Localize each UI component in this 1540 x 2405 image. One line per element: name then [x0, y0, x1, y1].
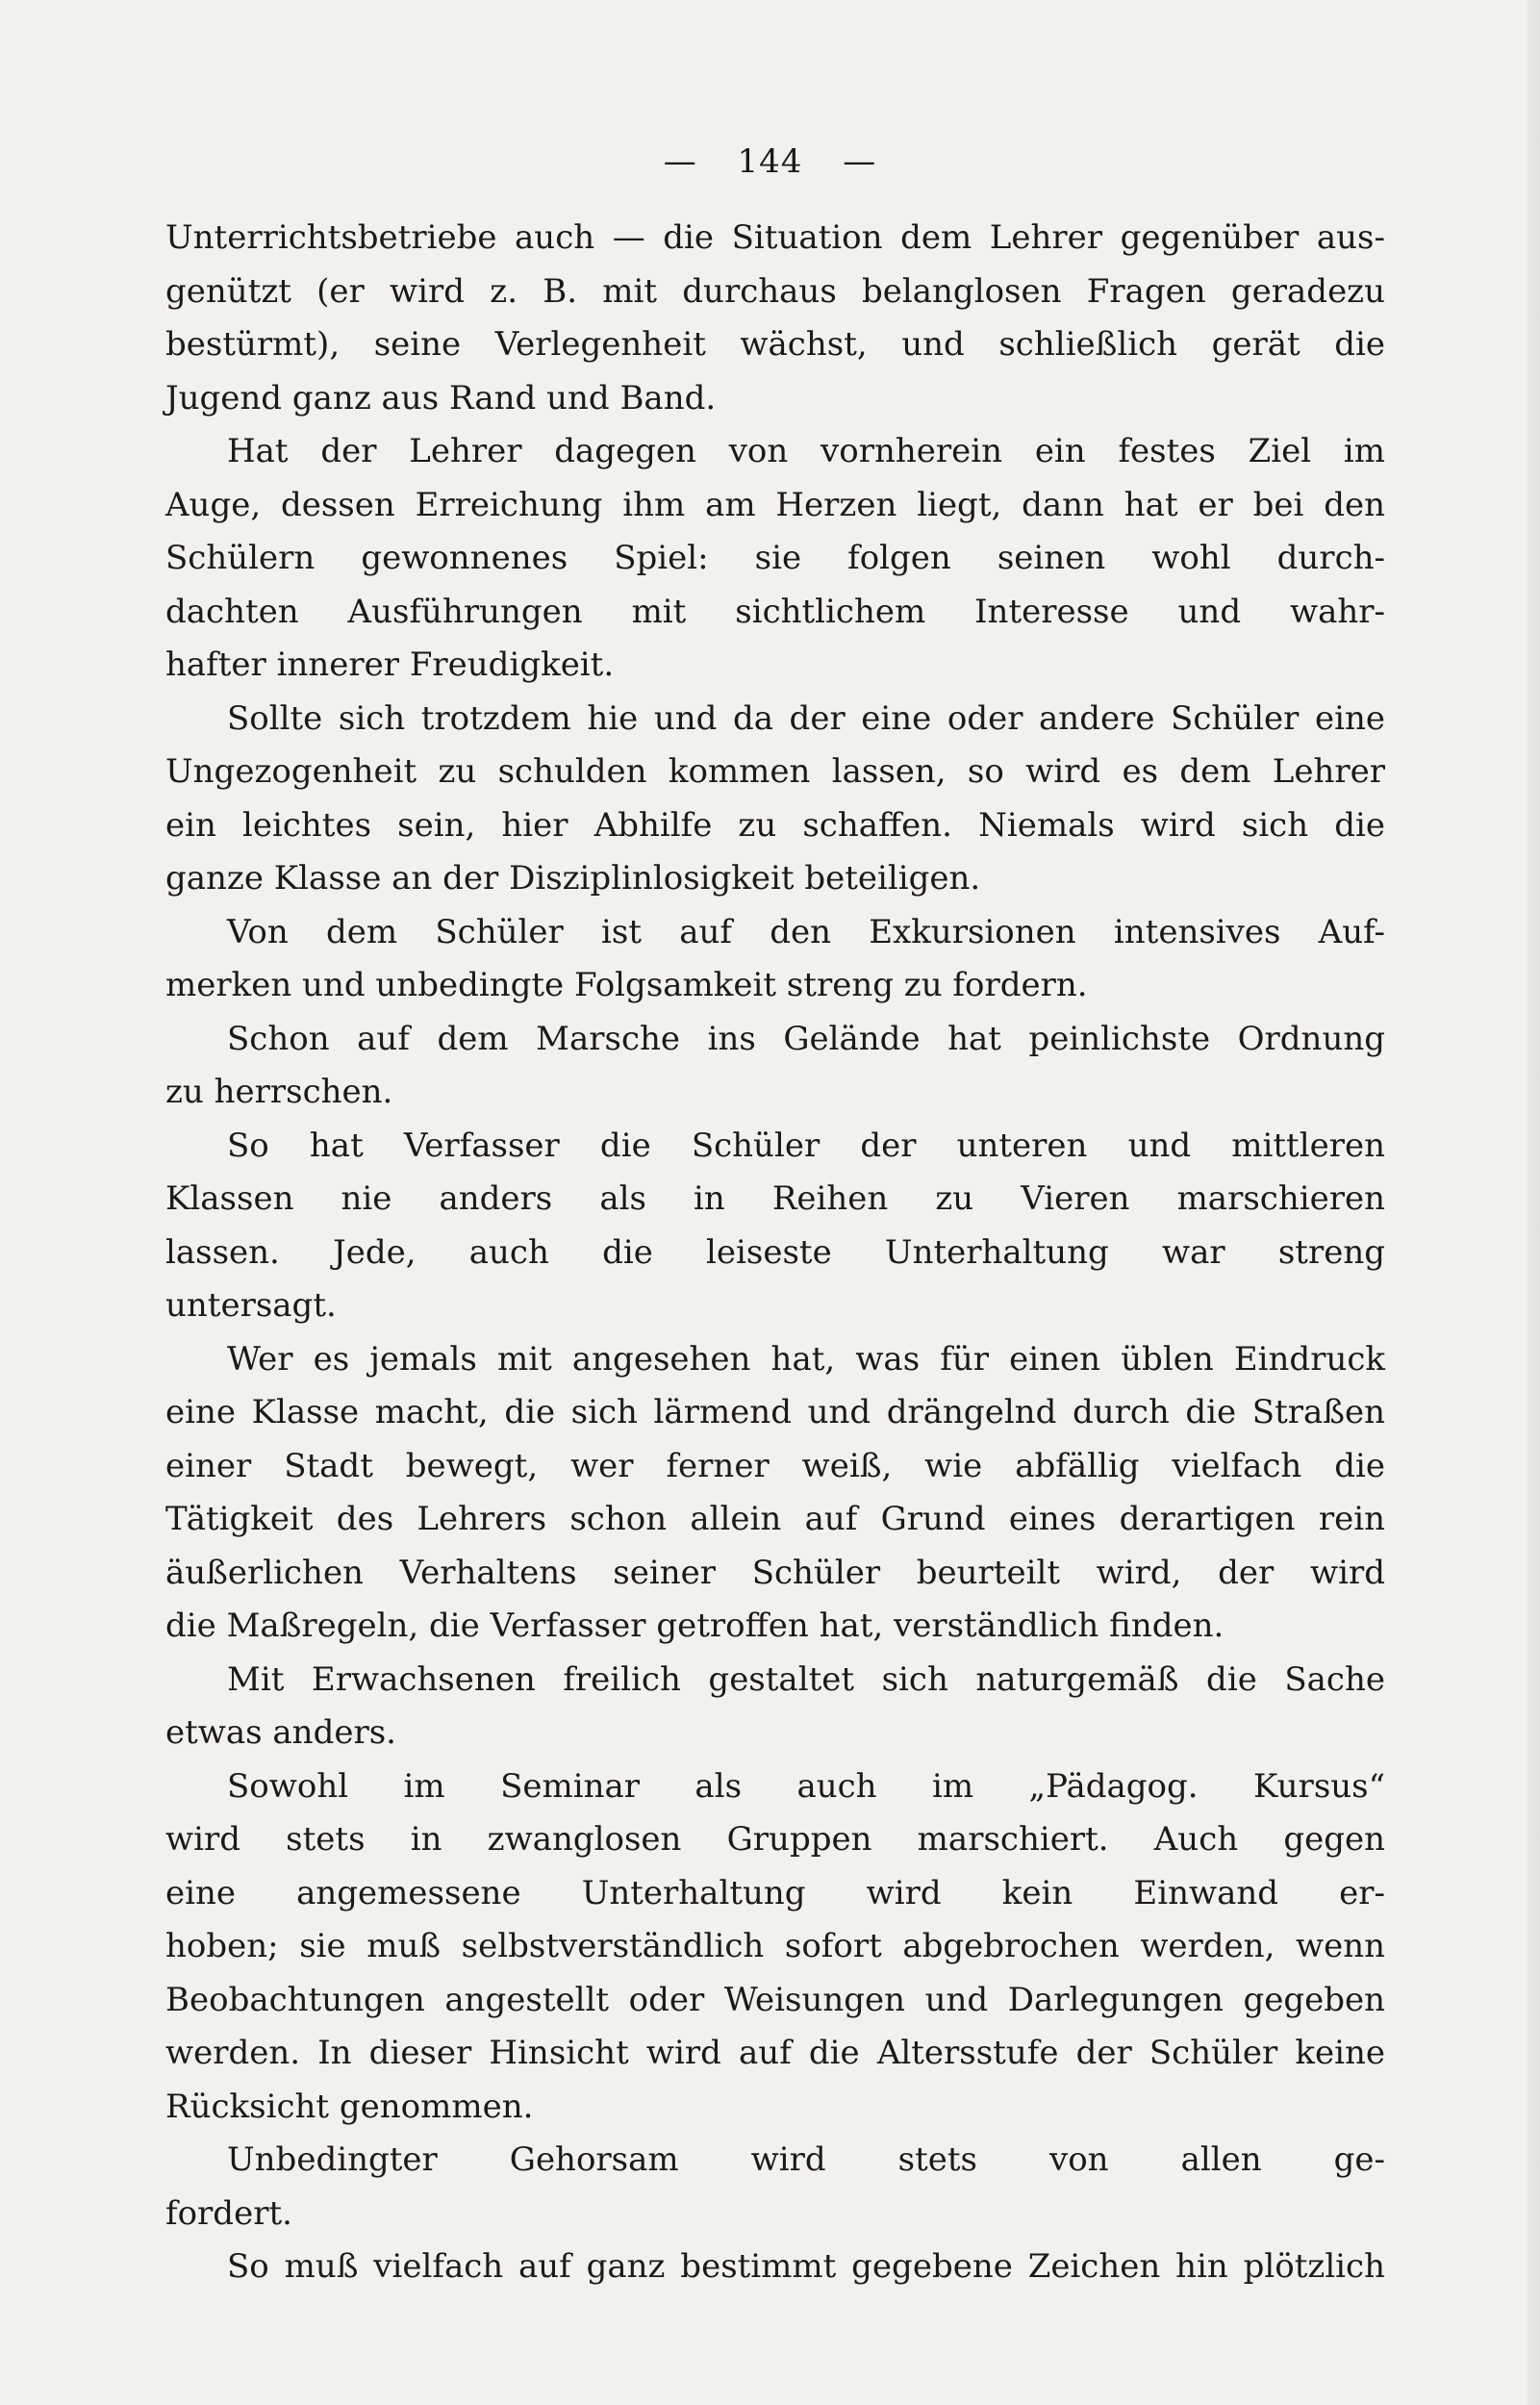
text-line: Auge, dessen Erreichung ihm am Herzen liegt, dann hat er bei den [165, 485, 1385, 524]
text-line: Von dem Schüler ist auf den Exkursionen intensives Auf- [227, 912, 1385, 951]
text-line: So hat Verfasser die Schüler der unteren und mittleren [227, 1126, 1385, 1165]
text-line: Beobachtungen angestellt oder Weisungen und Darlegungen gegeben [165, 1980, 1385, 2019]
page-number: 144 [737, 142, 803, 181]
text-line: etwas anders. [165, 1713, 396, 1752]
text-line: untersagt. [165, 1286, 337, 1325]
text-line: hafter innerer Freudigkeit. [165, 646, 615, 684]
text-line: Rücksicht genommen. [165, 2087, 534, 2126]
text-line: hoben; sie muß selbstverständlich sofort abgebrochen werden, wenn [165, 1927, 1385, 1965]
text-line: bestürmt), seine Verlegenheit wächst, und schließlich gerät die [165, 325, 1385, 364]
text-line: Klassen nie anders als in Reihen zu Vieren marschieren [165, 1179, 1385, 1218]
text-line: dachten Ausführungen mit sichtlichem Interesse und wahr- [165, 592, 1385, 631]
text-line: merken und unbedingte Folgsamkeit streng zu fordern. [165, 966, 1088, 1004]
text-line: die Maßregeln, die Verfasser getroffen hat, verständlich finden. [165, 1607, 1224, 1645]
text-line: Schülern gewonnenes Spiel: sie folgen seinen wohl durch- [165, 539, 1385, 577]
text-line: Unterrichtsbetriebe auch — die Situation dem Lehrer gegenüber aus- [165, 218, 1385, 257]
page-edge-shadow [1527, 0, 1540, 2405]
text-line: Tätigkeit des Lehrers schon allein auf Grund eines derartigen rein [165, 1500, 1385, 1538]
text-line: fordert. [165, 2193, 292, 2233]
text-line: Mit Erwachsenen freilich gestaltet sich naturgemäß die Sache [227, 1659, 1385, 1699]
text-line: Sowohl im Seminar als auch im „Pädagog. Kursus“ [227, 1766, 1385, 1806]
text-line: eine Klasse macht, die sich lärmend und drängelnd durch die Straßen [165, 1393, 1385, 1431]
text-line: eine angemessene Unterhaltung wird kein Einwand er- [165, 1873, 1385, 1912]
page-number-dash-left: — [663, 142, 697, 181]
text-line: Hat der Lehrer dagegen von vornherein ein festes Ziel im [227, 432, 1385, 470]
text-line: äußerlichen Verhaltens seiner Schüler beurteilt wird, der wird [165, 1553, 1385, 1592]
text-line: Ungezogenheit zu schulden kommen lassen, so wird es dem Lehrer [165, 752, 1385, 791]
text-line: lassen. Jede, auch die leiseste Unterhaltung war streng [165, 1232, 1385, 1272]
text-line: Sollte sich trotzdem hie und da der eine oder andere Schüler eine [227, 698, 1385, 738]
text-line: Schon auf dem Marsche ins Gelände hat peinlichste Ordnung [227, 1019, 1385, 1058]
text-line: genützt (er wird z. B. mit durchaus belanglosen Fragen geradezu [165, 271, 1385, 311]
text-line: zu herrschen. [165, 1073, 393, 1111]
text-line: werden. In dieser Hinsicht wird auf die Altersstufe der Schüler keine [165, 2034, 1385, 2072]
body-text [165, 212, 1385, 2294]
text-line: ganze Klasse an der Disziplinlosigkeit beteiligen. [165, 859, 981, 898]
text-line: wird stets in zwanglosen Gruppen marschiert. Auch gegen [165, 1820, 1385, 1859]
text-line: Jugend ganz aus Rand und Band. [165, 378, 717, 418]
text-line: So muß vielfach auf ganz bestimmt gegebene Zeichen hin plötzlich [227, 2247, 1385, 2286]
text-line: ein leichtes sein, hier Abhilfe zu schaffen. Niemals wird sich die [165, 805, 1385, 845]
text-line: Unbedingter Gehorsam wird stets von allen ge- [227, 2140, 1385, 2179]
text-line: einer Stadt bewegt, wer ferner weiß, wie abfällig vielfach die [165, 1446, 1385, 1485]
page-number-dash-right: — [843, 142, 877, 181]
page-number-header [0, 142, 1540, 181]
text-line: Wer es jemals mit angesehen hat, was für einen üblen Eindruck [227, 1339, 1385, 1379]
